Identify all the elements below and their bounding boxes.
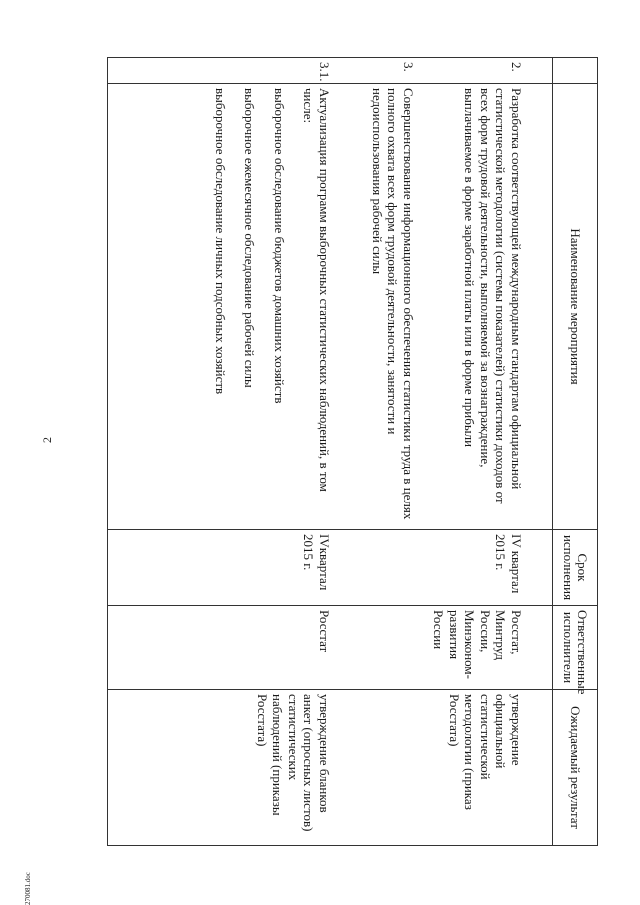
table-header-row — [553, 58, 598, 846]
measures-table — [107, 57, 598, 846]
row-term: IVквартал 2015 г. — [108, 530, 337, 606]
document-code: 270081.doc — [24, 872, 32, 905]
row-term — [336, 530, 420, 606]
row-result: утверждение официальной статистической методологии (приказ Росстата) — [420, 690, 528, 846]
row-executors: Росстат, Минтруд России, Минэконом-развития России — [420, 606, 528, 690]
table-spacer-row — [528, 58, 553, 846]
table-row — [108, 58, 337, 846]
row-name: Разработка соответствующей международным стандартам официальной статистической методологии (системы показателей) статистики доходов от всех форм трудовой деятельности, выполняемой за вознаграждение, выплачиваемое в форме заработной платы или в форме прибыли — [420, 84, 528, 530]
row-result: утверждение бланков анкет (опросных листов) статистических наблюдений (приказы Росстата) — [108, 690, 337, 846]
header-result: Ожидаемый результат — [553, 690, 598, 846]
sub-item: выборочное обследование личных подсобных хозяйств — [213, 88, 228, 395]
header-name: Наименование мероприятия — [553, 84, 598, 530]
table-row — [420, 58, 528, 846]
row-name: Совершенствование информационного обеспечения статистики труда в целях полного охвата всех форм трудовой деятельности, занятости и недоиспользования рабочей силы — [336, 84, 420, 530]
sub-item: выборочное ежемесячное обследование рабочей силы — [242, 88, 258, 388]
table-row — [336, 58, 420, 846]
header-term: Срок исполнения — [553, 530, 598, 606]
row-number: 3.1. — [108, 58, 337, 84]
page-number: 2 — [40, 437, 54, 443]
rotated-table-sheet — [52, 57, 598, 845]
row-term: IV квартал 2015 г. — [420, 530, 528, 606]
row-executors — [336, 606, 420, 690]
row-name-cell — [108, 84, 337, 530]
row-executors: Росстат — [108, 606, 337, 690]
row-number: 2. — [420, 58, 528, 84]
header-executors: Ответственные исполнители — [553, 606, 598, 690]
row-result — [336, 690, 420, 846]
row-number: 3. — [336, 58, 420, 84]
row-name: Актуализация программ выборочных статистических наблюдений, в том числе: — [301, 88, 332, 492]
header-number — [553, 58, 598, 84]
sub-item: выборочное обследование бюджетов домашних хозяйств — [272, 88, 287, 404]
